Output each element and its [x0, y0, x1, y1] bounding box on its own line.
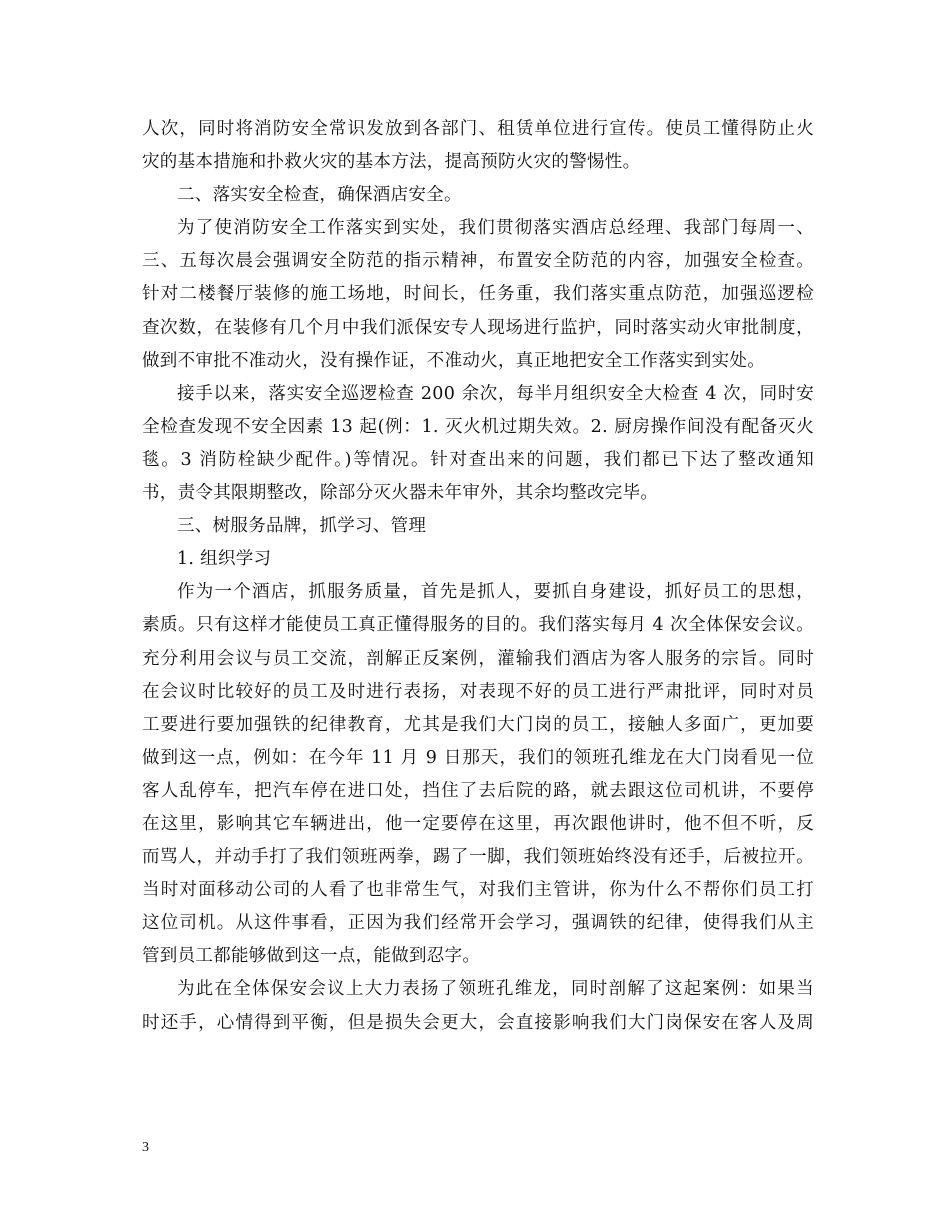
text-line: 素质。只有这样才能使员工真正懂得服务的目的。我们落实每月 4 次全体保安会议。	[142, 615, 814, 636]
text-line: 为了使消防安全工作落实到实处，我们贯彻落实酒店总经理、我部门每周一、	[177, 218, 814, 239]
text-line: 毯。3 消防栓缺少配件。)等情况。针对查出来的问题，我们都已下达了整改通知	[142, 449, 814, 470]
text-line: 在这里，影响其它车辆进出，他一定要停在这里，再次跟他讲时，他不但不听，反	[142, 813, 814, 834]
text-line: 当时对面移动公司的人看了也非常生气，对我们主管讲，你为什么不帮你们员工打	[142, 880, 814, 901]
text-line: 作为一个酒店，抓服务质量，首先是抓人，要抓自身建设，抓好员工的思想，	[177, 582, 814, 603]
text-line: 三、五每次晨会强调安全防范的指示精神，布置安全防范的内容，加强安全检查。	[142, 251, 814, 272]
text-line: 人次，同时将消防安全常识发放到各部门、租赁单位进行宣传。使员工懂得防止火	[142, 119, 814, 139]
text-line: 针对二楼餐厅装修的施工场地，时间长，任务重，我们落实重点防范，加强巡逻检	[142, 284, 814, 305]
text-line: 书，责令其限期整改，除部分灭火器未年审外，其余均整改完毕。	[142, 483, 659, 504]
text-line: 查次数，在装修有几个月中我们派保安专人现场进行监护，同时落实动火审批制度，	[142, 317, 814, 338]
text-line: 这位司机。从这件事看，正因为我们经常开会学习，强调铁的纪律，使得我们从主	[142, 913, 814, 934]
text-line: 全检查发现不安全因素 13 起(例：1. 灭火机过期失效。2. 厨房操作间没有配备灭火	[142, 416, 814, 437]
text-line: 三、树服务品牌，抓学习、管理	[177, 516, 427, 537]
body-text	[142, 113, 814, 1040]
text-line: 充分利用会议与员工交流，剖解正反案例，灌输我们酒店为客人服务的宗旨。同时	[142, 648, 814, 669]
page-number: 3	[142, 1140, 149, 1155]
text-line: 在会议时比较好的员工及时进行表扬，对表现不好的员工进行严肃批评，同时对员	[142, 681, 814, 702]
text-line: 二、落实安全检查，确保酒店安全。	[177, 185, 462, 206]
text-line: 灾的基本措施和扑救火灾的基本方法，提高预防火灾的警惕性。	[142, 152, 641, 173]
text-line: 做到不审批不准动火，没有操作证，不准动火，真正地把安全工作落实到实处。	[142, 350, 765, 371]
text-line: 工要进行要加强铁的纪律教育，尤其是我们大门岗的员工，接触人多面广，更加要	[142, 714, 814, 735]
text-line: 管到员工都能够做到这一点，能做到忍字。	[142, 946, 481, 967]
text-line: 做到这一点，例如：在今年 11 月 9 日那天，我们的领班孔维龙在大门岗看见一位	[142, 747, 814, 768]
text-line: 1. 组织学习	[177, 549, 272, 570]
text-line: 而骂人，并动手打了我们领班两拳，踢了一脚，我们领班始终没有还手，后被拉开。	[142, 847, 814, 868]
text-line: 为此在全体保安会议上大力表扬了领班孔维龙，同时剖解了这起案例：如果当	[177, 979, 814, 1000]
text-line: 接手以来，落实安全巡逻检查 200 余次，每半月组织安全大检查 4 次，同时安	[177, 383, 814, 404]
text-line: 客人乱停车，把汽车停在进口处，挡住了去后院的路，就去跟这位司机讲，不要停	[142, 780, 814, 801]
text-line: 时还手，心情得到平衡，但是损失会更大，会直接影响我们大门岗保安在客人及周	[142, 1012, 814, 1033]
